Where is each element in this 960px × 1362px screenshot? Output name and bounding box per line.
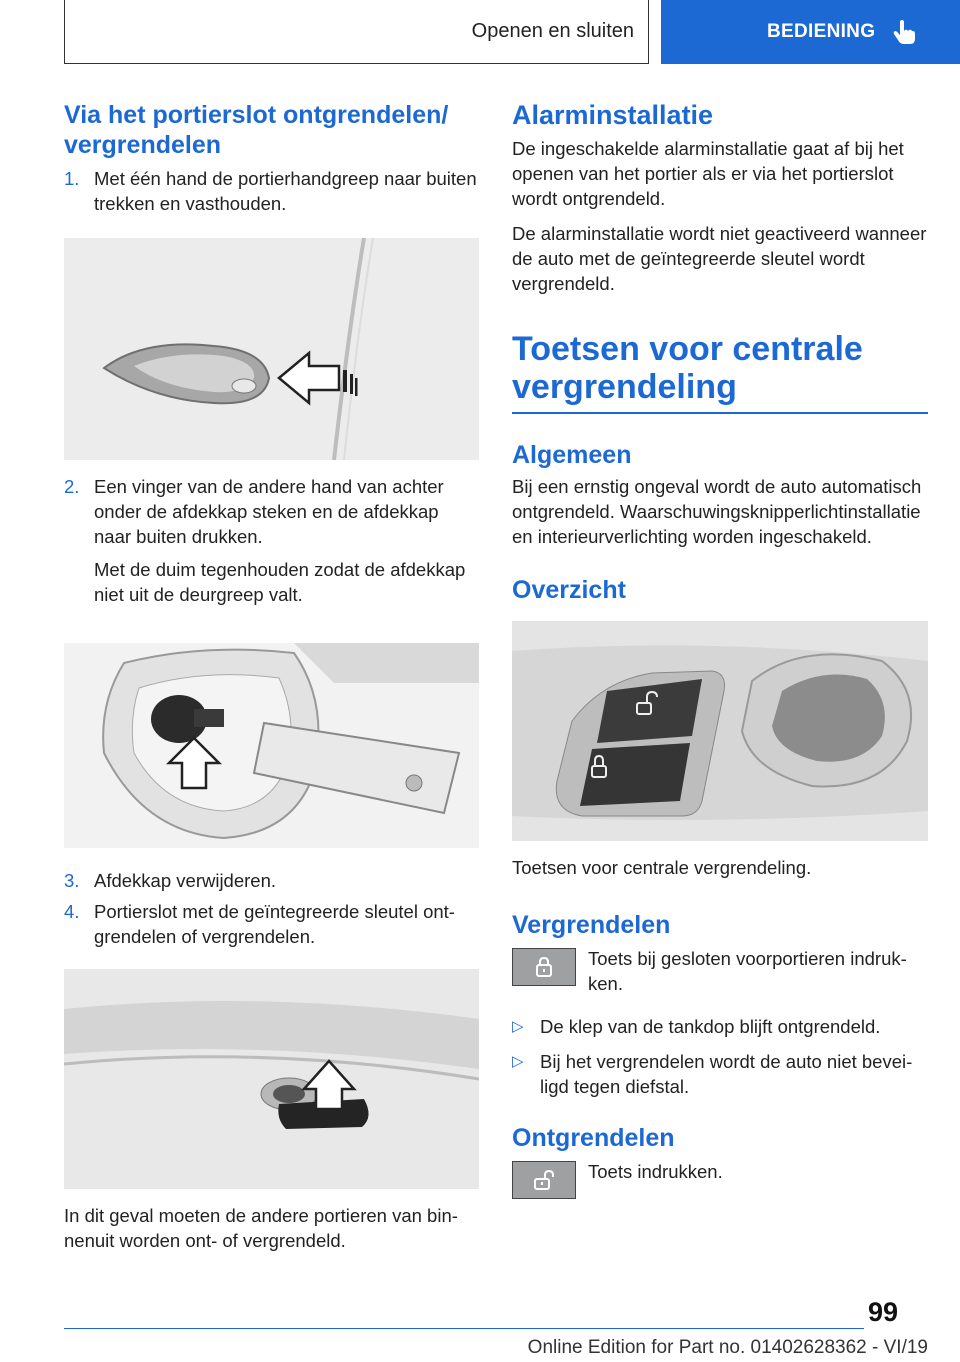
footer-edition: Online Edition for Part no. 01402628362 - VI/19 bbox=[527, 1337, 928, 1358]
step-text: Afdekkap verwijderen. bbox=[94, 870, 277, 891]
header-chapter-title: BEDIENING bbox=[767, 21, 876, 42]
unlock-key-text: Toets indrukken. bbox=[588, 1161, 723, 1182]
header-section-box bbox=[64, 0, 649, 64]
alarm-paragraph-2: De alarminstallatie wordt niet geactiveerd wanneer de auto met de geïntegreerde sleutel wordt vergrendeld. bbox=[512, 223, 927, 294]
step-text: Met één hand de portierhandgreep naar buiten trekken en vasthouden. bbox=[94, 168, 477, 214]
lock-open-icon bbox=[512, 1161, 576, 1199]
lock-key-text: Toets bij gesloten voorportieren indrukken. bbox=[588, 948, 907, 994]
bullet-triangle-icon: ▷ bbox=[512, 1053, 524, 1070]
step-1 bbox=[64, 166, 479, 216]
bullet-text: Bij het vergrendelen wordt de auto niet beveiligd tegen diefstal. bbox=[540, 1051, 913, 1097]
pointing-hand-icon bbox=[889, 17, 919, 47]
page-number: 99 bbox=[868, 1297, 899, 1327]
unlock-key-row bbox=[512, 1159, 928, 1199]
bullet-text: De klep van de tankdop blijft ontgrendeld. bbox=[540, 1016, 881, 1037]
general-paragraph: Bij een ernstig ongeval wordt de auto automatisch ontgrendeld. Waarschuwingsknipperlichtinstallatie en interieurverlichting worden ingeschakeld. bbox=[512, 476, 922, 547]
footer-rule bbox=[64, 1328, 928, 1358]
image-cover-cap-removal bbox=[64, 643, 479, 848]
step-3 bbox=[64, 868, 479, 893]
image-central-locking-buttons bbox=[512, 621, 928, 841]
heading-overview: Overzicht bbox=[512, 576, 626, 604]
heading-lock: Vergrendelen bbox=[512, 911, 671, 939]
heading-unlock: Ontgrendelen bbox=[512, 1124, 675, 1152]
heading-general: Algemeen bbox=[512, 441, 632, 469]
header-chapter-tab[interactable] bbox=[661, 0, 960, 64]
overview-caption: Toetsen voor centrale vergrendeling. bbox=[512, 857, 812, 878]
heading-door-lock: Via het portierslot ontgrendelen/ vergrendelen bbox=[64, 101, 449, 159]
heading-rule bbox=[512, 412, 928, 414]
lock-bullet bbox=[512, 1014, 928, 1039]
closing-note: In dit geval moeten de andere portieren van binnenuit worden ont- of vergrendeld. bbox=[64, 1205, 458, 1251]
alarm-paragraph-1: De ingeschakelde alarminstallatie gaat af bij het openen van het portier als er via het portierslot wordt ontgrendeld. bbox=[512, 138, 904, 209]
heading-central-locking: Toetsen voor centrale vergrendeling bbox=[512, 330, 863, 406]
lock-bullet bbox=[512, 1049, 928, 1099]
lock-closed-icon bbox=[512, 948, 576, 986]
left-column bbox=[64, 100, 479, 1253]
right-column bbox=[512, 100, 928, 1199]
step-text: Een vinger van de andere hand van achter onder de afdekkap steken en de afdekkap naar buiten drukken. bbox=[94, 476, 444, 547]
header-section-title: Openen en sluiten bbox=[471, 20, 634, 42]
step-number: 3. bbox=[64, 870, 80, 891]
step-2 bbox=[64, 474, 479, 607]
step-number: 1. bbox=[64, 168, 80, 189]
step-4 bbox=[64, 899, 479, 949]
lock-key-row bbox=[512, 946, 928, 996]
step-number: 4. bbox=[64, 901, 80, 922]
heading-alarm: Alarminstallatie bbox=[512, 100, 714, 130]
step-number: 2. bbox=[64, 476, 80, 497]
image-key-in-lock bbox=[64, 969, 479, 1189]
step-text: Portierslot met de geïntegreerde sleutel ontgrendelen of vergrendelen. bbox=[94, 901, 455, 947]
image-door-handle-pull bbox=[64, 238, 479, 460]
bullet-triangle-icon: ▷ bbox=[512, 1018, 524, 1035]
step-text-note: Met de duim tegenhouden zodat de afdekkap niet uit de deurgreep valt. bbox=[94, 559, 466, 605]
